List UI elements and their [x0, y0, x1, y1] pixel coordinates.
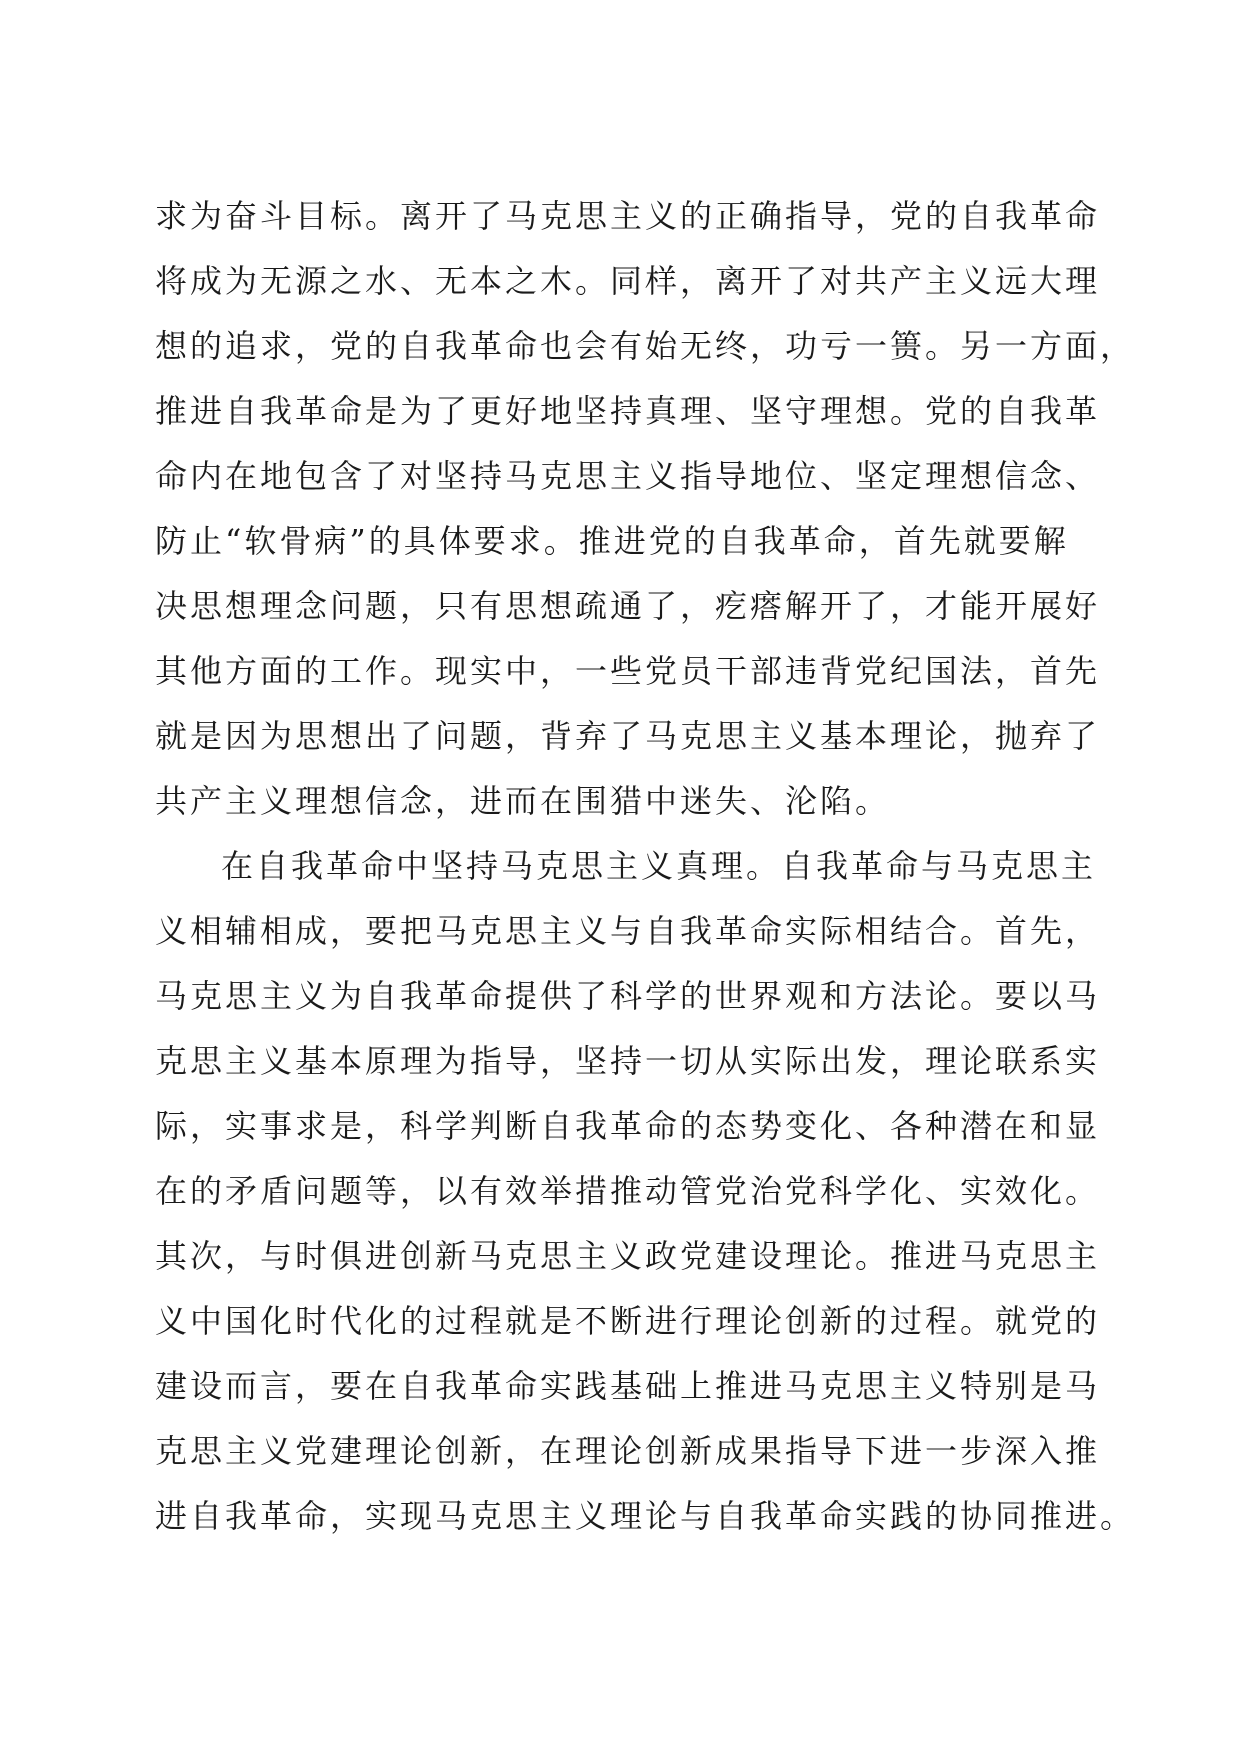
- text-line: 防止“软骨病”的具体要求。推进党的自我革命，首先就要解: [155, 522, 1069, 560]
- text-line: 决思想理念问题，只有思想疏通了，疙瘩解开了，才能开展好: [155, 587, 1101, 625]
- text-line: 想的追求，党的自我革命也会有始无终，功亏一篑。另一方面，: [155, 327, 1136, 365]
- text-line: 克思主义党建理论创新，在理论创新成果指导下进一步深入推: [155, 1432, 1101, 1470]
- text-line: 克思主义基本原理为指导，坚持一切从实际出发，理论联系实: [155, 1042, 1101, 1080]
- text-line: 求为奋斗目标。离开了马克思主义的正确指导，党的自我革命: [155, 197, 1101, 235]
- text-line: 将成为无源之水、无本之木。同样，离开了对共产主义远大理: [155, 262, 1101, 300]
- text-line: 义相辅相成，要把马克思主义与自我革命实际相结合。首先，: [155, 912, 1101, 950]
- text-line: 进自我革命，实现马克思主义理论与自我革命实践的协同推进。: [155, 1497, 1136, 1535]
- paragraph-start-line: 在自我革命中坚持马克思主义真理。自我革命与马克思主: [221, 847, 1097, 885]
- text-line: 义中国化时代化的过程就是不断进行理论创新的过程。就党的: [155, 1302, 1101, 1340]
- text-line: 在的矛盾问题等，以有效举措推动管党治党科学化、实效化。: [155, 1172, 1101, 1210]
- body-text: [155, 184, 1136, 1549]
- text-line: 推进自我革命是为了更好地坚持真理、坚守理想。党的自我革: [155, 392, 1101, 430]
- text-line: 其次，与时俱进创新马克思主义政党建设理论。推进马克思主: [155, 1237, 1101, 1275]
- text-line: 建设而言，要在自我革命实践基础上推进马克思主义特别是马: [155, 1367, 1101, 1405]
- text-line: 其他方面的工作。现实中，一些党员干部违背党纪国法，首先: [155, 652, 1101, 690]
- text-line: 就是因为思想出了问题，背弃了马克思主义基本理论，抛弃了: [155, 717, 1101, 755]
- text-line: 际，实事求是，科学判断自我革命的态势变化、各种潜在和显: [155, 1107, 1101, 1145]
- text-line: 马克思主义为自我革命提供了科学的世界观和方法论。要以马: [155, 977, 1101, 1015]
- text-line: 共产主义理想信念，进而在围猎中迷失、沦陷。: [155, 782, 891, 820]
- text-line: 命内在地包含了对坚持马克思主义指导地位、坚定理想信念、: [155, 457, 1101, 495]
